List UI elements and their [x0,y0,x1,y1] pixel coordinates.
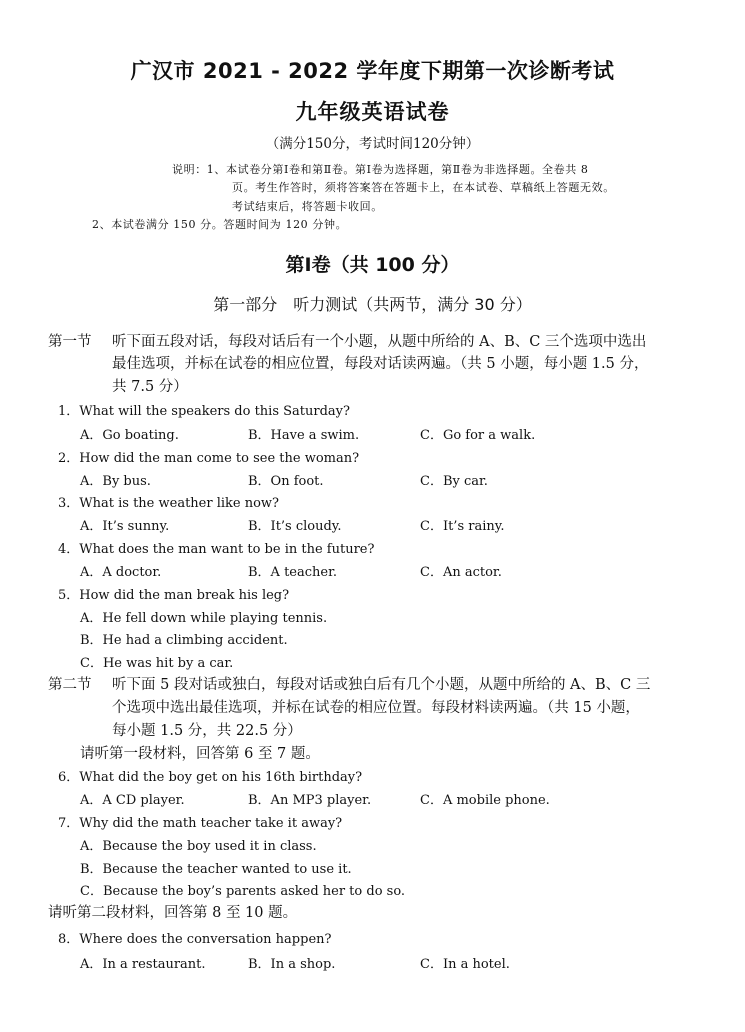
question-6-stem: 6．What did the boy get on his 16th birthday? [58,770,363,785]
question-4-option-a: A．A doctor. [80,565,162,580]
question-2-option-c: C．By car. [420,474,488,489]
question-3-option-a: A．It’s sunny. [80,519,170,534]
question-7-option-b: B．Because the teacher wanted to use it. [80,862,352,877]
question-5-stem: 5．How did the man break his leg? [58,588,290,603]
section2-label: 第二节 [48,677,92,693]
material-2-instruction: 请听第二段材料，回答第 8 至 10 题。 [48,905,298,921]
exam-subtitle: 九年级英语试卷 [295,99,450,124]
instructions-line-1: 说明：1、本试卷分第Ⅰ卷和第Ⅱ卷。第Ⅰ卷为选择题，第Ⅱ卷为非选择题。全卷共 8 [172,163,589,176]
question-4-option-b: B．A teacher. [248,565,338,580]
question-7-stem: 7．Why did the math teacher take it away? [58,816,343,831]
question-2-stem: 2．How did the man come to see the woman? [58,451,360,466]
question-5-option-a: A．He fell down while playing tennis. [80,611,328,626]
question-7-option-a: A．Because the boy used it in class. [80,839,317,854]
section2-instructions-line-1: 听下面 5 段对话或独白，每段对话或独白后有几个小题，从题中所给的 A、B、C 三 [112,677,651,693]
question-7-option-c: C．Because the boy’s parents asked her to do so. [80,884,406,899]
instructions-line-2: 页。考生作答时，须将答案答在答题卡上，在本试卷、草稿纸上答题无效。 [232,181,615,194]
question-3-option-c: C．It’s rainy. [420,519,505,534]
question-1-option-c: C．Go for a walk. [420,428,536,443]
question-8-option-c: C．In a hotel. [420,957,510,972]
question-2-option-a: A．By bus. [80,474,151,489]
question-5-option-c: C．He was hit by a car. [80,656,234,671]
question-8-option-b: B．In a shop. [248,957,336,972]
part-title: 第一部分 听力测试（共两节，满分 30 分） [213,295,532,314]
question-5-option-b: B．He had a climbing accident. [80,633,288,648]
question-3-option-b: B．It’s cloudy. [248,519,342,534]
question-6-option-b: B．An MP3 player. [248,793,372,808]
question-6-option-c: C．A mobile phone. [420,793,550,808]
instructions-line-3: 考试结束后，将答题卡收回。 [232,200,383,213]
question-8-stem: 8．Where does the conversation happen? [58,932,332,947]
exam-title: 广汉市 2021 - 2022 学年度下期第一次诊断考试 [130,59,615,83]
section2-instructions-line-2: 个选项中选出最佳选项，并标在试卷的相应位置。每段材料读两遍。（共 15 小题， [112,700,640,716]
material-1-instruction: 请听第一段材料，回答第 6 至 7 题。 [80,746,320,762]
section1-label: 第一节 [48,334,92,350]
section1-instructions-line-3: 共 7.5 分） [112,379,188,395]
question-4-stem: 4．What does the man want to be in the future? [58,542,375,557]
question-3-stem: 3．What is the weather like now? [58,496,280,511]
question-1-option-b: B．Have a swim. [248,428,360,443]
section2-instructions-line-3: 每小题 1.5 分，共 22.5 分） [112,723,302,739]
volume-title: 第Ⅰ卷（共 100 分） [285,254,460,276]
section1-instructions-line-1: 听下面五段对话，每段对话后有一个小题，从题中所给的 A、B、C 三个选项中选出 [112,334,647,350]
question-8-option-a: A．In a restaurant. [80,957,206,972]
score-time-note: （满分150分，考试时间120分钟） [265,136,480,152]
instructions-line-4: 2、本试卷满分 150 分。答题时间为 120 分钟。 [92,218,348,231]
section1-instructions-line-2: 最佳选项，并标在试卷的相应位置，每段对话读两遍。（共 5 小题，每小题 1.5 分， [112,356,649,372]
question-1-stem: 1．What will the speakers do this Saturday? [58,404,350,419]
question-4-option-c: C．An actor. [420,565,502,580]
question-6-option-a: A．A CD player. [80,793,185,808]
question-1-option-a: A．Go boating. [80,428,179,443]
question-2-option-b: B．On foot. [248,474,324,489]
